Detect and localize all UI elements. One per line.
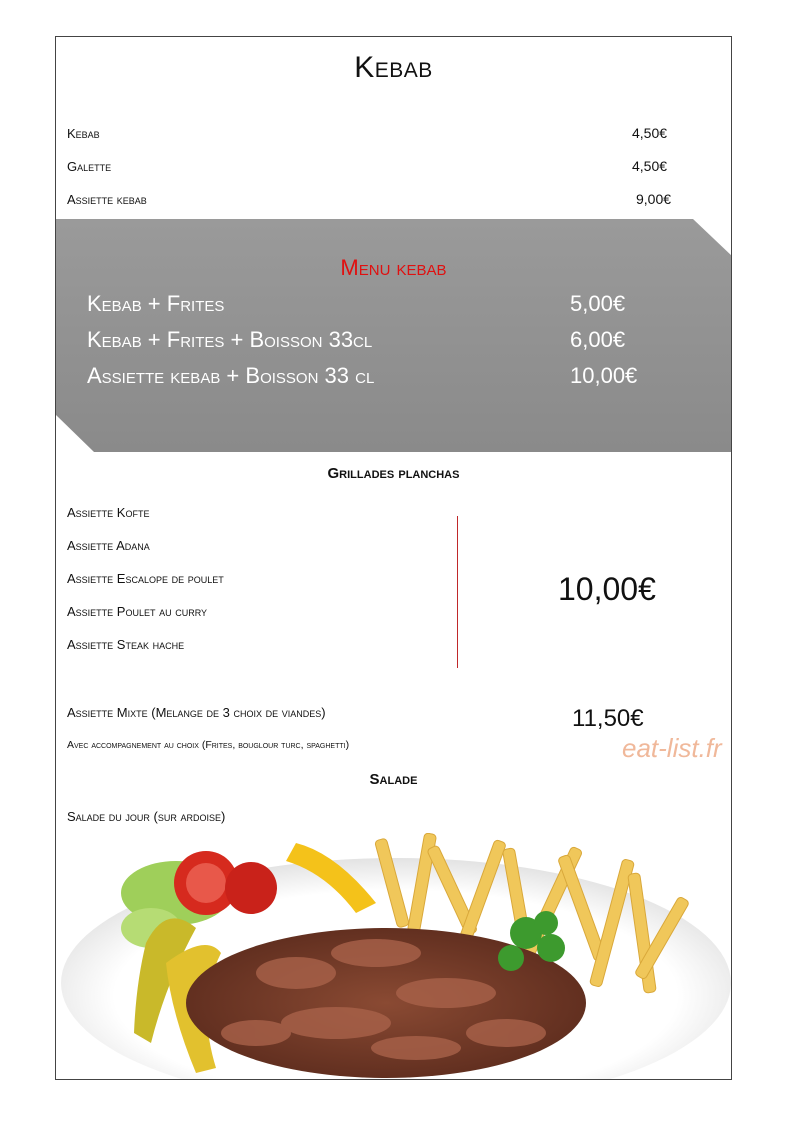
grillade-item-escalope: Assiette Escalope de poulet <box>67 571 224 586</box>
menu-price-1: 5,00€ <box>570 291 626 316</box>
assiette-mixte: Assiette Mixte (Melange de 3 choix de viandes) <box>67 705 326 720</box>
menu-item-2: Kebab + Frites + Boisson 33cl <box>87 327 373 352</box>
menu-price-3: 10,00€ <box>570 363 638 388</box>
menu-title: Menu kebab <box>340 255 447 280</box>
menu-price-2: 6,00€ <box>570 327 626 352</box>
grillade-item-adana: Assiette Adana <box>67 538 150 553</box>
price-galette: 4,50€ <box>632 158 668 174</box>
menu-item-3: Assiette kebab + Boisson 33 cl <box>87 363 375 388</box>
salade-heading: Salade <box>369 771 418 788</box>
mixte-price: 11,50€ <box>572 705 644 732</box>
grillade-item-kofte: Assiette Kofte <box>67 505 150 520</box>
grillade-item-poulet-curry: Assiette Poulet au curry <box>67 604 208 619</box>
kebab-plate-image <box>56 833 732 1080</box>
vertical-divider <box>457 516 458 668</box>
grillade-item-steak: Assiette Steak hache <box>67 637 185 652</box>
price-assiette-kebab: 9,00€ <box>636 191 672 207</box>
item-assiette-kebab: Assiette kebab <box>67 192 147 207</box>
watermark: eat-list.fr <box>622 733 722 763</box>
menu-item-1: Kebab + Frites <box>87 291 225 316</box>
grillades-heading: Grillades planchas <box>327 465 460 482</box>
item-kebab: Kebab <box>67 126 100 141</box>
menu-page <box>55 36 732 1080</box>
page-title: Kebab <box>354 51 433 84</box>
accompagnement-note: Avec accompagnement au choix (Frites, bouglour turc, spaghetti) <box>67 739 350 751</box>
price-kebab: 4,50€ <box>632 125 668 141</box>
item-galette: Galette <box>67 159 112 174</box>
grillades-price: 10,00€ <box>558 571 656 607</box>
salade-du-jour: Salade du jour (sur ardoise) <box>67 809 226 824</box>
